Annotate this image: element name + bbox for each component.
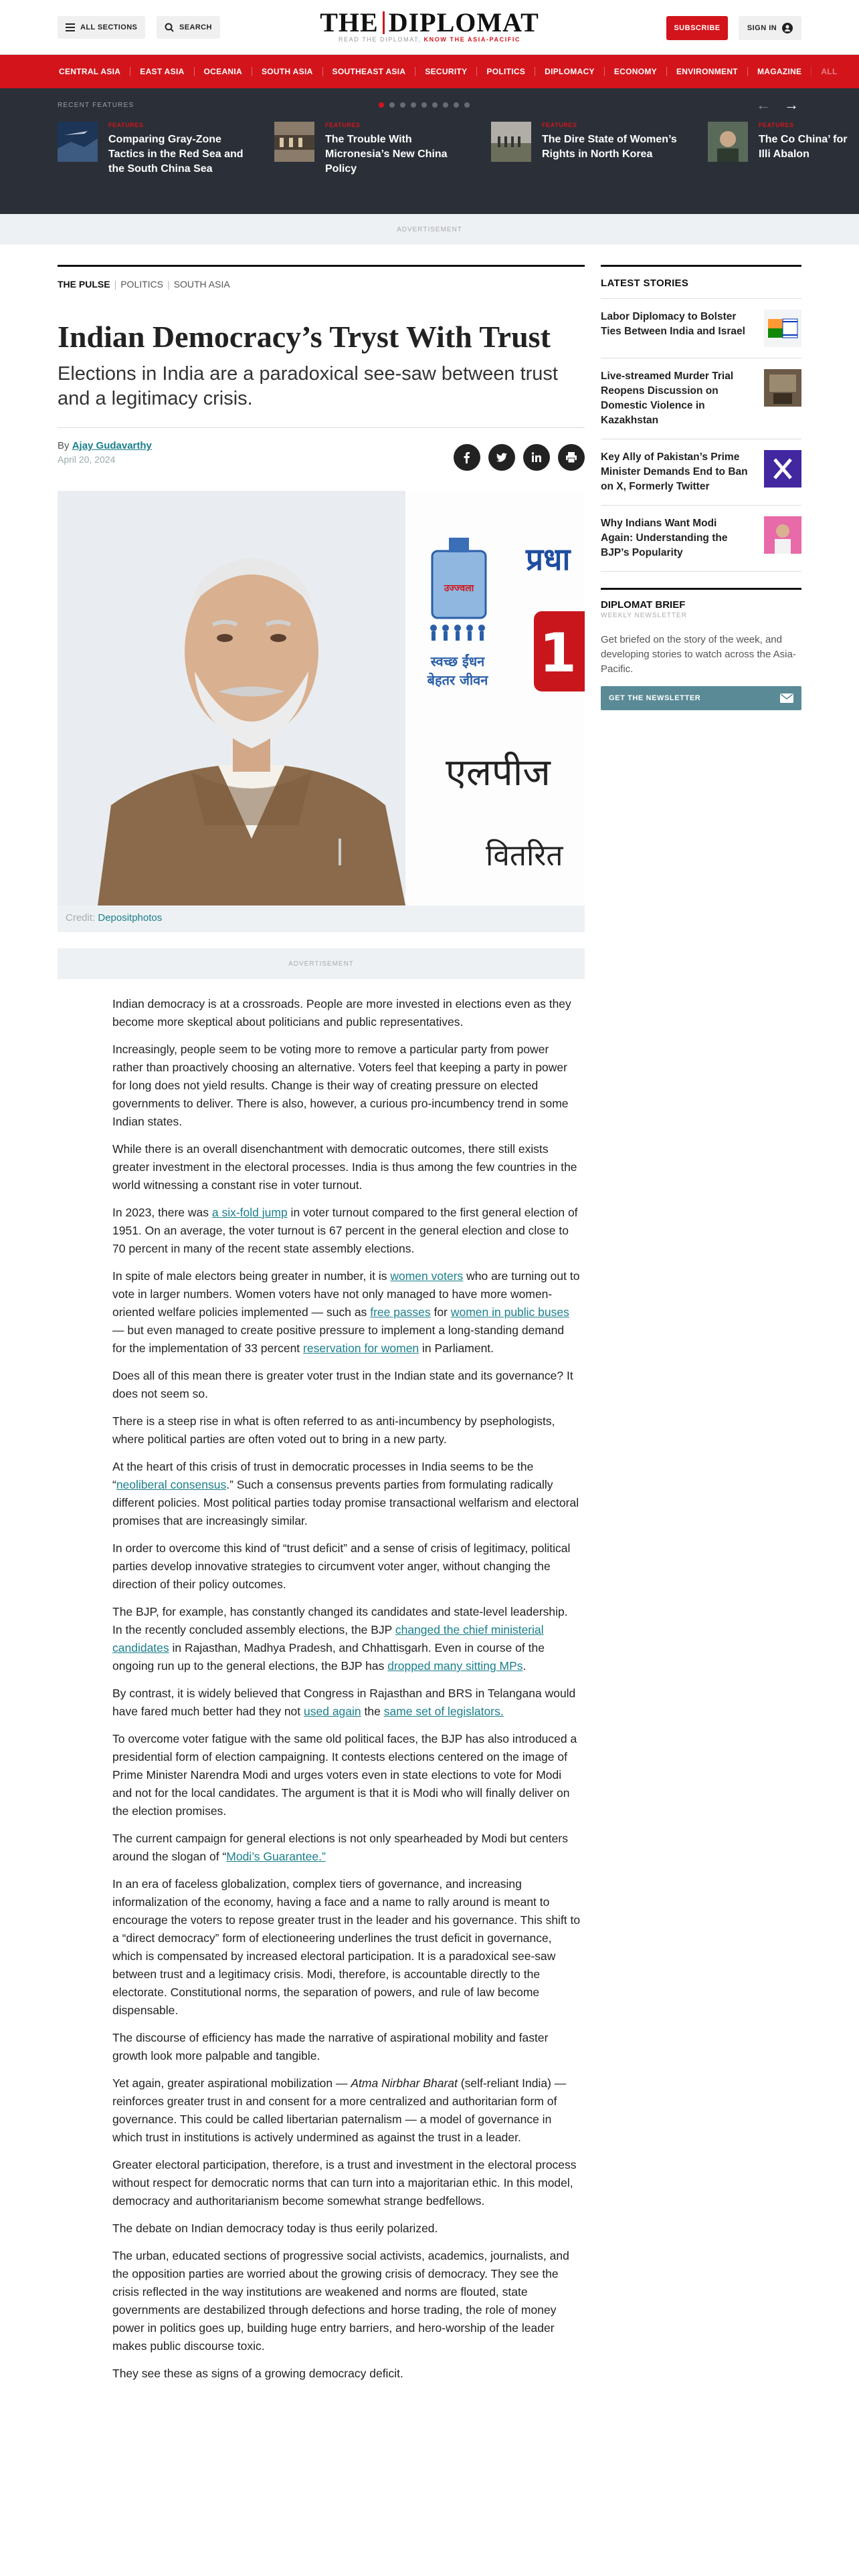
twitter-share-button[interactable] — [488, 444, 515, 471]
carousel-dot[interactable] — [400, 102, 405, 108]
poster-hindi-lpg: एलपीज — [446, 751, 551, 794]
carousel-dot[interactable] — [454, 102, 459, 108]
article-paragraph — [112, 1140, 581, 1194]
feature-card[interactable] — [274, 122, 475, 177]
carousel-dot[interactable] — [379, 102, 384, 108]
article-paragraph — [112, 2074, 581, 2147]
paragraph-text: In 2023, there was — [112, 1206, 212, 1219]
feature-thumbnail — [491, 122, 531, 162]
poster-brand: उज्ज्वला — [444, 583, 474, 594]
feature-title: The Dire State of Women’s Rights in North Korea — [542, 134, 677, 160]
credit-source-link[interactable]: Depositphotos — [98, 912, 163, 924]
paragraph-text: in Parliament. — [419, 1341, 494, 1355]
nav-east-asia[interactable]: EAST ASIA — [130, 67, 193, 76]
inline-link[interactable]: used again — [304, 1705, 361, 1718]
inline-link[interactable]: changed the chief ministerial candidates — [112, 1623, 544, 1654]
feature-category: FEATURES — [542, 122, 577, 128]
article-title: Indian Democracy’s Tryst With Trust — [58, 320, 551, 354]
latest-story-title[interactable]: Key Ally of Pakistan’s Prime Minister Demands End to Ban on X, Formerly Twitter — [601, 451, 748, 492]
paragraph-text: in voter turnout compared to the first general election of 1951. On an average, the voter turnout is 67 percent in the general election and close to 70 percent in many of the recent state assembly elections. — [112, 1206, 578, 1255]
paragraph-text: The current campaign for general elections is not only spearheaded by Modi but centers around the slogan of “ — [112, 1832, 568, 1863]
recent-features — [0, 88, 859, 214]
logo-tagline-b: KNOW THE ASIA-PACIFIC — [423, 36, 521, 43]
inline-link[interactable]: free passes — [370, 1305, 431, 1319]
sign-in-label: SIGN IN — [747, 24, 777, 32]
paragraph-text: — but even managed to create positive pressure to implement a long-standing demand for the implementation of 33 percent — [112, 1323, 565, 1355]
article-kicker: THE PULSE | POLITICS | SOUTH ASIA — [58, 279, 230, 290]
paragraph-text: At the heart of this crisis of trust in democratic processes in India seems to be the “ — [112, 1460, 534, 1491]
envelope-icon — [780, 693, 793, 703]
article-paragraph — [112, 2247, 581, 2355]
linkedin-share-button[interactable] — [523, 444, 550, 471]
article-paragraph — [112, 2220, 581, 2238]
carousel-dots — [379, 102, 470, 108]
article-paragraph — [112, 1412, 581, 1448]
article-paragraph — [112, 1685, 581, 1721]
poster-hindi-distribution: वितरित — [486, 839, 563, 873]
nav-central-asia[interactable]: CENTRAL ASIA — [59, 67, 121, 76]
inline-link[interactable]: a six-fold jump — [211, 1206, 288, 1219]
feature-category: FEATURES — [759, 122, 794, 128]
feature-category: FEATURES — [108, 122, 144, 128]
paragraph-text: Yet again, greater aspirational mobilization — — [112, 2076, 351, 2090]
inline-link[interactable]: reservation for women — [303, 1341, 419, 1355]
credit-label: Credit: — [66, 912, 96, 924]
section-nav — [0, 55, 859, 88]
italic-text: Atma Nirbhar Bharat — [351, 2076, 458, 2090]
feature-card[interactable] — [491, 122, 692, 162]
carousel-dot[interactable] — [389, 102, 395, 108]
logo-the: THE — [320, 7, 379, 37]
paragraph-text: in Rajasthan, Madhya Pradesh, and Chhattisgarh. Even in course of the ongoing run up to the general elections, the BJP has — [112, 1641, 545, 1673]
article-body — [112, 995, 581, 2392]
feature-title: Comparing Gray-Zone Tactics in the Red Sea and the South China Sea — [108, 134, 244, 175]
print-button[interactable] — [558, 444, 585, 471]
paragraph-text: The BJP, for example, has constantly changed its candidates and state-level leadership. In the recently concluded assembly elections, the BJP — [112, 1605, 568, 1636]
inline-link[interactable]: Modi’s Guarantee.” — [226, 1850, 326, 1863]
inline-link[interactable]: dropped many sitting MPs — [387, 1659, 523, 1673]
feature-thumbnail — [58, 122, 98, 162]
paragraph-text: To overcome voter fatigue with the same old political faces, the BJP has also introduced a presidential form of election campaigning. It contests elections centered on the image of Prime Minister Narendra Modi and urges voters even in state elections to vote for Modi and not for the local candidates. The argument is that it is Modi who will finally deliver on the election promises. — [112, 1732, 577, 1818]
paragraph-text: In spite of male electors being greater in number, it is — [112, 1269, 391, 1283]
top-bar — [0, 0, 859, 55]
article-paragraph — [112, 1204, 581, 1258]
paragraph-text: for — [430, 1305, 451, 1319]
article — [58, 265, 585, 2380]
latest-stories-heading: LATEST STORIES — [601, 265, 801, 299]
facebook-icon — [461, 451, 473, 463]
subscribe-button[interactable]: SUBSCRIBE — [666, 16, 728, 40]
poster-tagline-2: बेहतर जीवन — [427, 672, 488, 688]
nav-all[interactable]: ALL — [811, 67, 846, 76]
carousel-dot[interactable] — [432, 102, 438, 108]
article-paragraph — [112, 1730, 581, 1820]
feature-title: The Co China’ for Illi Abalon — [759, 134, 848, 160]
feature-thumbnail — [274, 122, 314, 162]
publish-date: April 20, 2024 — [58, 454, 116, 465]
paragraph-text: They see these as signs of a growing democracy deficit. — [112, 2367, 403, 2380]
paragraph-text: The discourse of efficiency has made the narrative of aspirational mobility and faster growth look more palpable and tangible. — [112, 2031, 549, 2062]
paragraph-text: In an era of faceless globalization, complex tiers of governance, and increasing informalization of the economy, having a face and a name to rally around is meant to encourage the voters to repose greater trust in the leader and his governance. This shift to a “direct democracy” form of electioneering underlines the trust deficit in governance, which is compensated by increased electoral participation. It is a paradoxical see-saw between trust and a legitimacy crisis. Modi, therefore, is accountable directly to the electorate. Constitutional norms, the separation of powers, and rule of law become dispensable. — [112, 1877, 581, 2017]
inline-advertisement: ADVERTISEMENT — [58, 948, 585, 979]
carousel-arrows — [756, 96, 799, 114]
paragraph-text: .” Such a consensus prevents parties from formulating radically different policies. Most political parties today promise transactional welfarism and electoral promises that are increasingly similar. — [112, 1478, 579, 1527]
inline-link[interactable]: same set of legislators. — [383, 1705, 504, 1718]
tag-politics[interactable]: POLITICS — [120, 279, 164, 290]
twitter-icon — [496, 451, 508, 463]
all-sections-label: ALL SECTIONS — [80, 23, 138, 31]
latest-story[interactable] — [601, 358, 801, 439]
top-advertisement: ADVERTISEMENT — [0, 214, 859, 245]
article-paragraph — [112, 1875, 581, 2020]
image-credit — [58, 905, 585, 932]
brief-subheading: WEEKLY NEWSLETTER — [601, 612, 687, 619]
article-paragraph — [112, 2156, 581, 2210]
story-thumbnail — [764, 450, 801, 488]
nav-security[interactable]: SECURITY — [415, 67, 476, 76]
latest-story[interactable] — [601, 299, 801, 358]
article-paragraph — [112, 2029, 581, 2065]
print-icon — [565, 451, 577, 463]
nav-south-asia[interactable]: SOUTH ASIA — [252, 67, 322, 76]
latest-story-title[interactable]: Labor Diplomacy to Bolster Ties Between India and Israel — [601, 311, 745, 337]
feature-card[interactable] — [708, 122, 859, 162]
feature-card[interactable] — [58, 122, 258, 177]
paragraph-text: Greater electoral participation, therefore, is a trust and investment in the electoral process without respect for democratic norms that can turn into a majoritarian ethic. In this model, democracy and authoritarianism become somewhat strange bedfellows. — [112, 2158, 577, 2208]
arrow-left-icon[interactable]: ← — [756, 96, 771, 113]
inline-link[interactable]: neoliberal consensus — [116, 1478, 227, 1491]
latest-story[interactable] — [601, 506, 801, 572]
nav-politics[interactable]: POLITICS — [476, 67, 535, 76]
nav-environment[interactable]: ENVIRONMENT — [666, 67, 747, 76]
paragraph-text: The urban, educated sections of progressive social activists, academics, journalists, and the opposition parties are worried about the growing crisis of democracy. They see the crisis reflected in the way institutions are weakened and norms are flouted, state governments are destabilized through defections and horse trading, the role of money power in politics goes up, building huge entry barriers, and hero-worship of the leader makes public discourse toxic. — [112, 2249, 569, 2353]
sign-in-button[interactable] — [739, 16, 801, 40]
latest-story-title[interactable]: Live-streamed Murder Trial Reopens Discussion on Domestic Violence in Kazakhstan — [601, 370, 734, 426]
arrow-right-icon[interactable]: → — [784, 96, 799, 113]
paragraph-text: There is a steep rise in what is often referred to as anti-incumbency by psephologists, where political parties are often voted out to bring in a new party. — [112, 1414, 555, 1446]
latest-story-title[interactable]: Why Indians Want Modi Again: Understanding the BJP’s Popularity — [601, 518, 728, 558]
paragraph-text: (self-reliant India) — reinforces greater trust in and consent for a more centralized and authoritarian form of governance. This could be called libertarian paternalism — a model of governance in which trust in institutions is actively undermined as against the trust in a leader. — [112, 2076, 567, 2144]
recent-features-label: RECENT FEATURES — [58, 102, 134, 109]
article-dek: Elections in India are a paradoxical see-saw between trust and a legitimacy crisis. — [58, 363, 558, 409]
paragraph-text: Indian democracy is at a crossroads. People are more invested in elections even as they become more skeptical about politicians and public representatives. — [112, 997, 571, 1029]
newsletter-button[interactable] — [601, 686, 801, 710]
article-paragraph — [112, 1267, 581, 1358]
nav-southeast-asia[interactable]: SOUTHEAST ASIA — [322, 67, 415, 76]
paragraph-text: By contrast, it is widely believed that Congress in Rajasthan and BRS in Telangana would have fared much better had they not — [112, 1687, 576, 1718]
user-icon — [782, 23, 793, 33]
site-logo[interactable] — [0, 8, 859, 43]
article-paragraph — [112, 1830, 581, 1866]
section-link[interactable]: THE PULSE — [58, 279, 110, 290]
nav-magazine[interactable]: MAGAZINE — [747, 67, 811, 76]
brief-text: Get briefed on the story of the week, and developing stories to watch across the Asia-Pacific. — [601, 634, 796, 675]
paragraph-text: Increasingly, people seem to be voting more to remove a particular party from power rather than proactively choosing an alternative. Voters feel that keeping a party in power for long does not yield results. Change is their way of creating pressure on elected governments to deliver. There is also, however, a curious pro-incumbency trend in some Indian states. — [112, 1043, 569, 1128]
article-paragraph — [112, 1539, 581, 1594]
carousel-dot[interactable] — [411, 102, 416, 108]
brief-heading: DIPLOMAT BRIEF — [601, 599, 686, 611]
nav-oceania[interactable]: OCEANIA — [194, 67, 252, 76]
feature-category: FEATURES — [325, 122, 361, 128]
inline-link[interactable]: women in public buses — [450, 1305, 569, 1319]
carousel-dot[interactable] — [464, 102, 470, 108]
carousel-dot[interactable] — [421, 102, 427, 108]
logo-diplomat: DIPLOMAT — [388, 7, 539, 37]
author-link[interactable]: Ajay Gudavarthy — [72, 440, 152, 451]
poster-tagline-1: स्वच्छ ईंधन — [430, 653, 485, 669]
article-paragraph — [112, 2365, 581, 2383]
poster-hindi-headline: प्रधा — [526, 541, 571, 577]
paragraph-text: In order to overcome this kind of “trust deficit” and a sense of crisis of legitimacy, political parties develop innovative strategies to circumvent voter anger, without changing the direction of their policy outcomes. — [112, 1541, 571, 1591]
tag-south-asia[interactable]: SOUTH ASIA — [173, 279, 230, 290]
article-paragraph — [112, 995, 581, 1031]
share-buttons — [454, 444, 585, 471]
newsletter-button-label: GET THE NEWSLETTER — [609, 694, 701, 702]
nav-economy[interactable]: ECONOMY — [604, 67, 666, 76]
logo-tagline-a: READ THE DIPLOMAT, — [338, 36, 421, 43]
story-thumbnail — [764, 310, 801, 347]
paragraph-text: who are turning out to vote in larger numbers. Women voters have not only managed to have more women-oriented welfare policies implemented — such as — [112, 1269, 580, 1319]
article-paragraph — [112, 1603, 581, 1675]
poster-number: 1 — [539, 622, 577, 684]
nav-diplomacy[interactable]: DIPLOMACY — [535, 67, 604, 76]
article-paragraph — [112, 1458, 581, 1530]
article-paragraph — [112, 1041, 581, 1131]
paragraph-text: . — [522, 1659, 527, 1673]
article-paragraph — [112, 1367, 581, 1403]
feature-title: The Trouble With Micronesia’s New China Policy — [325, 134, 448, 175]
paragraph-text: the — [361, 1705, 384, 1718]
hero-image — [58, 491, 585, 905]
feature-thumbnail — [708, 122, 748, 162]
byline-by: By — [58, 440, 70, 451]
hero-illustration — [58, 491, 585, 905]
story-thumbnail — [764, 516, 801, 554]
story-thumbnail — [764, 369, 801, 407]
carousel-dot[interactable] — [443, 102, 448, 108]
linkedin-icon — [531, 451, 543, 463]
latest-story[interactable] — [601, 439, 801, 506]
paragraph-text: The debate on Indian democracy today is thus eerily polarized. — [112, 2222, 438, 2235]
search-label: SEARCH — [179, 23, 212, 31]
paragraph-text: While there is an overall disenchantment with democratic outcomes, there still exists greater investment in the electoral processes. India is thus among the few countries in the world witnessing a constant rise in voter turnout. — [112, 1142, 577, 1192]
facebook-share-button[interactable] — [454, 444, 480, 471]
newsletter-box — [601, 588, 801, 710]
inline-link[interactable]: women voters — [390, 1269, 464, 1283]
paragraph-text: Does all of this mean there is greater voter trust in the Indian state and its governance? It does not seem so. — [112, 1369, 573, 1400]
sidebar — [601, 265, 801, 710]
